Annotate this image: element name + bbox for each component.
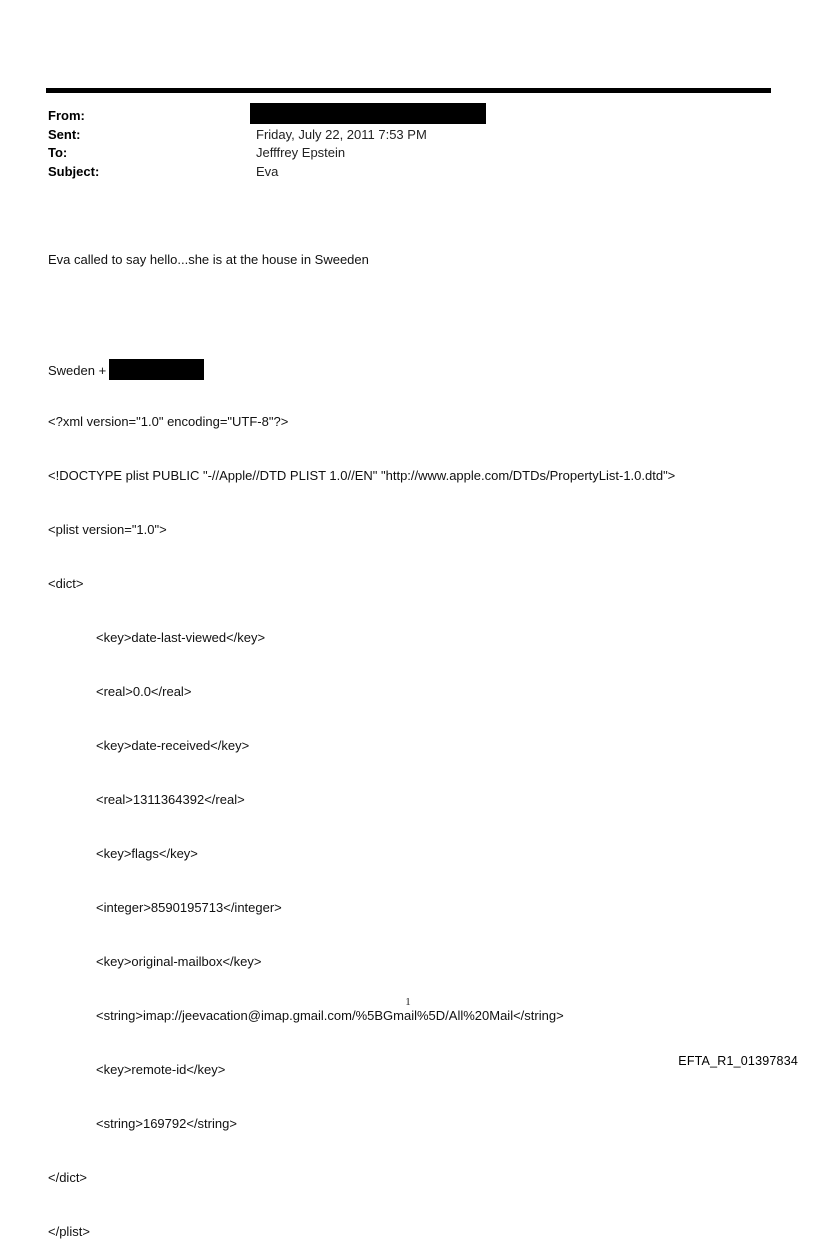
plist-line: <real>0.0</real>	[96, 684, 192, 699]
plist-line: <string>169792</string>	[96, 1116, 237, 1131]
from-label: From:	[48, 108, 85, 123]
phone-redaction	[109, 359, 204, 380]
sent-label: Sent:	[48, 126, 81, 142]
plist-line: <?xml version="1.0" encoding="UTF-8"?>	[48, 414, 289, 429]
to-label: To:	[48, 145, 68, 160]
plist-line: <string>imap://jeevacation@imap.gmail.com/%5BGmail%5D/All%20Mail</string>	[96, 1008, 564, 1023]
plist-line: </dict>	[48, 1170, 88, 1185]
email-body	[48, 215, 675, 1259]
signature-line	[48, 359, 675, 377]
from-redaction	[250, 103, 486, 124]
plist-line: <dict>	[48, 576, 84, 591]
document-id: EFTA_R1_01397834	[678, 1054, 798, 1068]
subject-label: Subject:	[48, 163, 100, 179]
message-text: Eva called to say hello...she is at the house in Sweeden	[48, 252, 369, 267]
plist-line: <key>flags</key>	[96, 846, 198, 861]
header-rule	[46, 88, 771, 93]
plist-line: <real>1311364392</real>	[96, 792, 245, 807]
subject-value: Eva	[256, 163, 279, 179]
signature-prefix: Sweden +	[48, 363, 107, 378]
plist-line: <integer>8590195713</integer>	[96, 900, 282, 915]
page-number: 1	[405, 996, 411, 1008]
plist-line: <key>original-mailbox</key>	[96, 954, 262, 969]
plist-line: <key>date-last-viewed</key>	[96, 630, 266, 645]
plist-line: <key>date-received</key>	[96, 738, 250, 753]
body-spacer	[48, 305, 675, 323]
plist-line: <key>remote-id</key>	[96, 1062, 226, 1077]
plist-line: </plist>	[48, 1224, 90, 1239]
sent-value: Friday, July 22, 2011 7:53 PM	[256, 126, 427, 142]
plist-line: <!DOCTYPE plist PUBLIC "-//Apple//DTD PLIST 1.0//EN" "http://www.apple.com/DTDs/PropertyList-1.0.dtd">	[48, 468, 676, 483]
plist-line: <plist version="1.0">	[48, 522, 167, 537]
to-value: Jefffrey Epstein	[256, 145, 346, 160]
